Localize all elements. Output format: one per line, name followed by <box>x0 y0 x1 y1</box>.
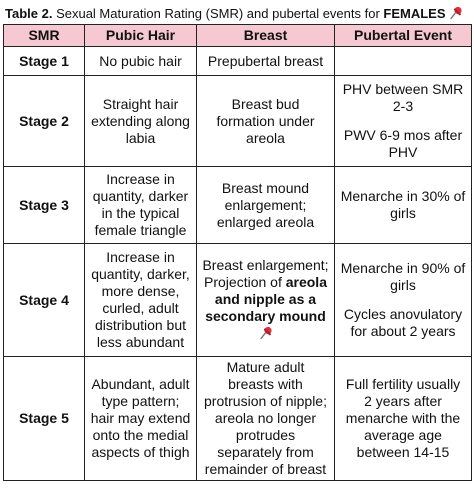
breast-emphasis: areola and nipple as a secondary mound <box>205 273 327 324</box>
table-row <box>4 47 472 76</box>
table-row <box>4 244 472 357</box>
caption-text: Sexual Maturation Rating (SMR) and pubertal events for <box>52 6 384 21</box>
header-pubertal-event: Pubertal Event <box>335 25 472 47</box>
stage-cell: Stage 2 <box>4 76 85 167</box>
breast-cell: Mature adult breasts with protrusion of nipple; areola no longer protrudes separately from remainder of breast <box>197 357 335 481</box>
breast-text: Breast enlargement; Projection of <box>202 256 329 290</box>
pushpin-icon <box>259 326 273 344</box>
pubic-hair-cell: No pubic hair <box>85 47 197 76</box>
stage-cell: Stage 3 <box>4 167 85 244</box>
pubertal-event-cell <box>335 47 472 76</box>
header-smr: SMR <box>4 25 85 47</box>
pubertal-event-cell <box>335 244 472 357</box>
caption-prefix: Table 2. <box>5 6 53 21</box>
pubic-hair-cell: Straight hair extending along labia <box>85 76 197 167</box>
pushpin-icon <box>449 6 463 24</box>
breast-cell <box>197 244 335 357</box>
breast-cell: Breast bud formation under areola <box>197 76 335 167</box>
table-row <box>4 76 472 167</box>
spacer <box>340 294 466 306</box>
stage-cell: Stage 1 <box>4 47 85 76</box>
pubic-hair-cell: Increase in quantity, darker in the typical female triangle <box>85 167 197 244</box>
pubertal-event-cell <box>335 76 472 167</box>
smr-table <box>3 24 472 481</box>
header-row <box>4 25 472 47</box>
breast-cell: Breast mound enlargement; enlarged areola <box>197 167 335 244</box>
pubertal-event-line: Menarche in 90% of girls <box>340 260 466 293</box>
caption-emphasis: FEMALES <box>383 6 446 21</box>
pubertal-event-line: PHV between SMR 2-3 <box>342 81 464 114</box>
spacer <box>340 115 466 127</box>
pubertal-event-cell: Full fertility usually 2 years after menarche with the average age between 14-15 <box>335 357 472 481</box>
pubic-hair-cell: Increase in quantity, darker, more dense, curled, adult distribution but less abundant <box>85 244 197 357</box>
table-row <box>4 167 472 244</box>
table-row <box>4 357 472 481</box>
table-caption <box>5 6 471 24</box>
pubertal-event-line: PWV 6-9 mos after PHV <box>343 127 463 160</box>
pubertal-event-line: Cycles anovulatory for about 2 years <box>343 306 463 339</box>
pubic-hair-cell: Abundant, adult type pattern; hair may extend onto the medial aspects of thigh <box>85 357 197 481</box>
header-breast: Breast <box>197 25 335 47</box>
header-pubic-hair: Pubic Hair <box>85 25 197 47</box>
breast-cell: Prepubertal breast <box>197 47 335 76</box>
stage-cell: Stage 4 <box>4 244 85 357</box>
stage-cell: Stage 5 <box>4 357 85 481</box>
pubertal-event-cell: Menarche in 30% of girls <box>335 167 472 244</box>
